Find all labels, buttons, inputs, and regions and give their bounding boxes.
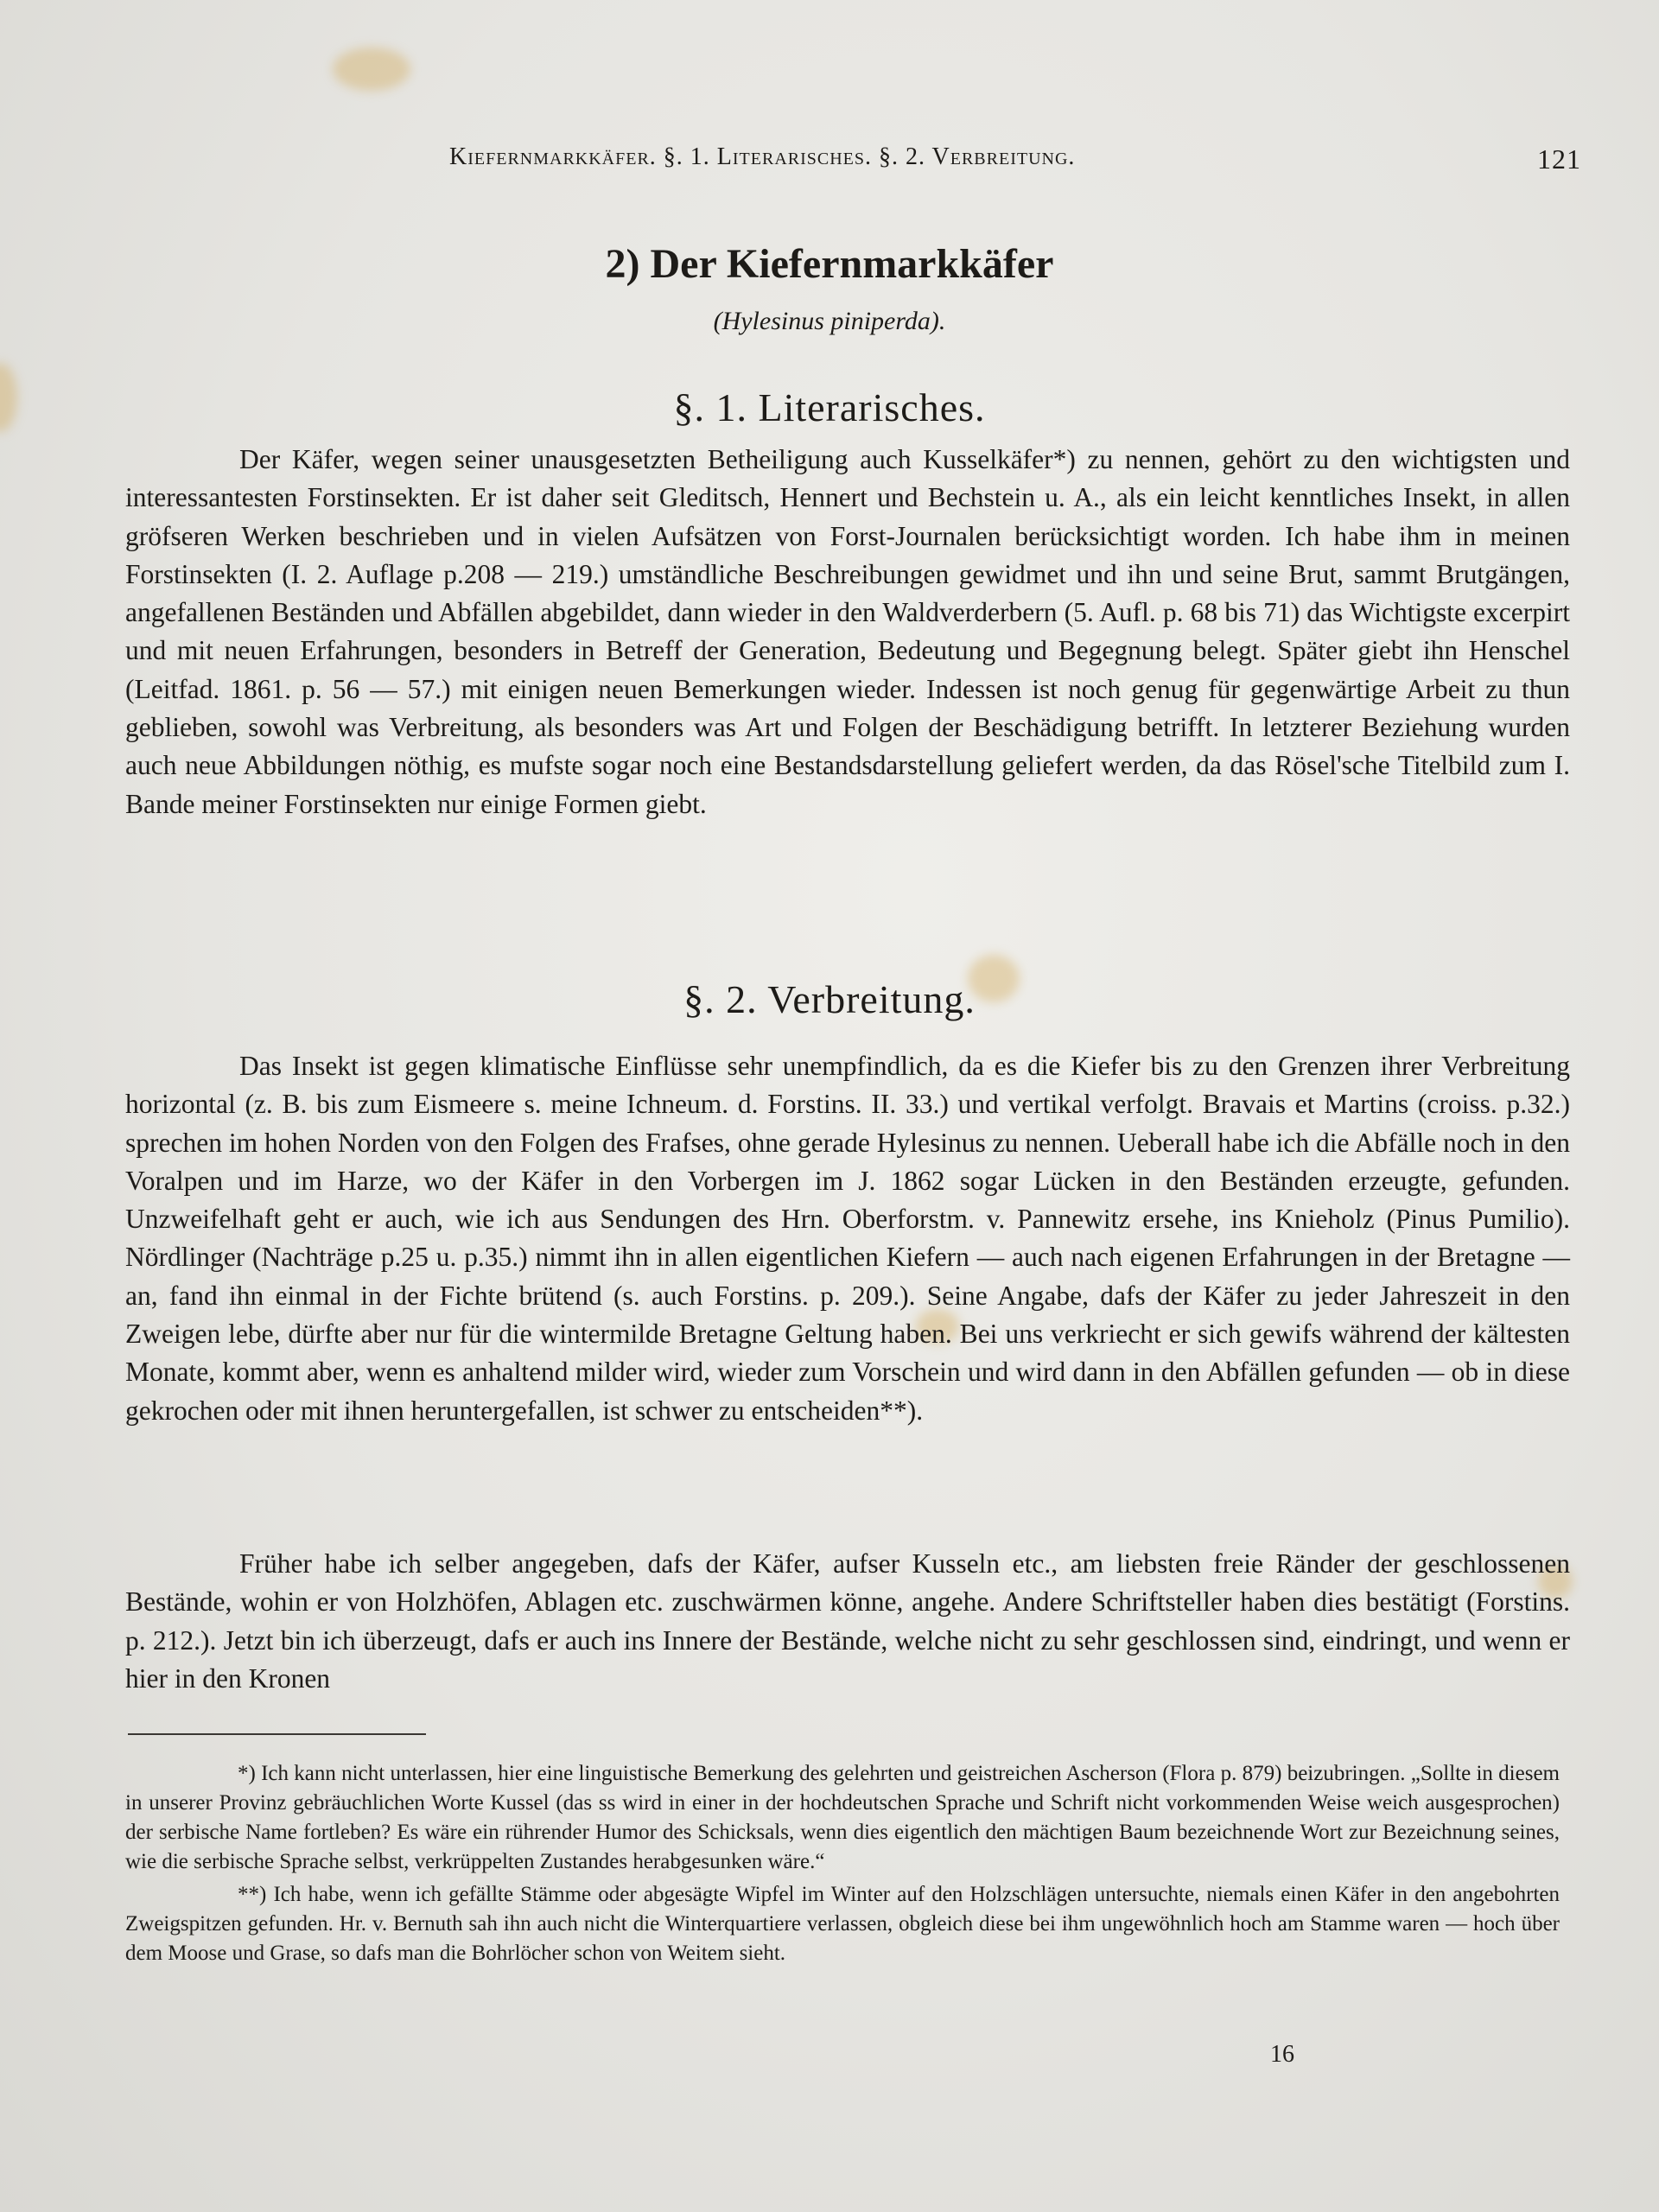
footnote: *) Ich kann nicht unterlassen, hier eine linguistische Bemerkung des gelehrten und geistreichen Ascherson (Flora p. 879) beizubringen. „Sollte in diesem in unserer Provinz gebräuchlichen Worte Kussel (das ss wird in einer in der hochdeutschen Sprache und Schrift nicht vorkommenden Weise weich ausgesprochen) der serbische Name fortleben? Es wäre ein rührender Humor des Schicksals, wenn dies eigentlich den mächtigen Baum bezeichnende Wort zur Bezeichnung seines, wie die serbische Sprache selbst, verkrüppelten Zustandes herabgesunken wäre.“ xyxy=(125,1762,1560,1873)
paragraph: Das Insekt ist gegen klimatische Einflüsse sehr unempfindlich, da es die Kiefer bis zu den Grenzen ihrer Verbreitung horizontal (z. B. bis zum Eismeere s. meine Ichneum. d. Forstins. II. 33.) und vertikal verfolgt. Bravais et Martins (croiss. p.32.) sprechen im hohen Norden von den Folgen des Frafses, ohne gerade Hylesinus zu nennen. Ueberall habe ich die Abfälle noch in den Voralpen und im Harze, wo der Käfer in den Vorbergen im J. 1862 sogar Lücken in den Beständen erzeugte, gefunden. Unzweifelhaft geht er auch, wie ich aus Sendungen des Hrn. Oberforstm. v. Pannewitz ersehe, ins Knieholz (Pinus Pumilio). Nördlinger (Nachträge p.25 u. p.35.) nimmt ihn in allen eigentlichen Kiefern — auch nach eigenen Erfahrungen in der Bretagne — an, fand ihn einmal in der Fichte brütend (s. auch Forstins. p. 209.). Seine Angabe, dafs der Käfer zu jeder Jahreszeit in den Zweigen lebe, dürfte aber nur für die wintermilde Bretagne Geltung haben. Bei uns verkriecht er sich gewifs während der kältesten Monate, kommt aber, wenn es anhaltend milder wird, wieder zum Vorschein und wird dann in den Abfällen gefunden — ob in diese gekrochen oder mit ihnen heruntergefallen, ist schwer zu entscheiden**). xyxy=(125,1051,1570,1426)
footnote-rule xyxy=(128,1733,426,1735)
section-1-body xyxy=(125,441,1570,823)
paragraph: Früher habe ich selber angegeben, dafs der Käfer, aufser Kusseln etc., am liebsten freie Ränder der geschlossenen Bestände, wohin er von Holzhöfen, Ablagen etc. zuschwärmen könne, angehe. Andere Schriftsteller haben dies bestätigt (Forstins. p. 212.). Jetzt bin ich überzeugt, dafs er auch ins Innere der Bestände, welche nicht zu sehr geschlossen sind, eindringt, und wenn er hier in den Kronen xyxy=(125,1548,1570,1694)
section-2-heading: §. 2. Verbreitung. xyxy=(683,977,976,1021)
page-number: 121 xyxy=(1537,143,1581,175)
section-2-body xyxy=(125,1047,1570,1430)
paper-stain xyxy=(333,48,410,91)
footnote: **) Ich habe, wenn ich gefällte Stämme oder abgesägte Wipfel im Winter auf den Holzschlägen untersuchte, niemals einen Käfer in den angebohrten Zweigspitzen gefunden. Hr. v. Bernuth sah ihn auch nicht die Winterquartiere verlassen, obgleich diese bei ihm ungewöhnlich hoch am Stamme waren — hoch über dem Moose und Grase, so dafs man die Bohrlöcher schon von Weitem sieht. xyxy=(125,1883,1560,1965)
chapter-title: 2) Der Kiefernmarkkäfer xyxy=(605,241,1054,287)
section-1-heading: §. 1. Literarisches. xyxy=(673,385,986,429)
latin-name: (Hylesinus piniperda). xyxy=(713,307,946,335)
signature-mark: 16 xyxy=(1270,2041,1294,2068)
running-head-text: Kiefernmarkkäfer. §. 1. Literarisches. §. 2. Verbreitung. xyxy=(449,143,1076,170)
footnotes xyxy=(125,1759,1560,1968)
section-2-body-continued xyxy=(125,1545,1570,1698)
paragraph: Der Käfer, wegen seiner unausgesetzten Betheiligung auch Kusselkäfer*) zu nennen, gehört zu den wichtigsten und interessantesten Forstinsekten. Er ist daher seit Gleditsch, Hennert und Bechstein u. A., als ein leicht kenntliches Insekt, in allen gröfseren Werken beschrieben und in vielen Aufsätzen von Forst-Journalen berücksichtigt worden. Ich habe ihm in meinen Forstinsekten (I. 2. Auflage p.208 — 219.) umständliche Beschreibungen gewidmet und ihn und seine Brut, sammt Brutgängen, angefallenen Beständen und Abfällen abgebildet, dann wieder in den Waldverderbern (5. Aufl. p. 68 bis 71) das Wichtigste excerpirt und mit neuen Erfahrungen, besonders in Betreff der Generation, Bedeutung und Begegnung belegt. Später giebt ihn Henschel (Leitfad. 1861. p. 56 — 57.) mit einigen neuen Bemerkungen wieder. Indessen ist noch genug für gegenwärtige Arbeit zu thun geblieben, sowohl was Verbreitung, als besonders was Art und Folgen der Beschädigung betrifft. In letzterer Beziehung wurden auch neue Abbildungen nöthig, es mufste sogar noch eine Bestandsdarstellung geliefert werden, da das Rösel'sche Titelbild zum I. Bande meiner Forstinsekten nur einige Formen giebt. xyxy=(125,444,1570,819)
running-head xyxy=(449,143,1590,178)
